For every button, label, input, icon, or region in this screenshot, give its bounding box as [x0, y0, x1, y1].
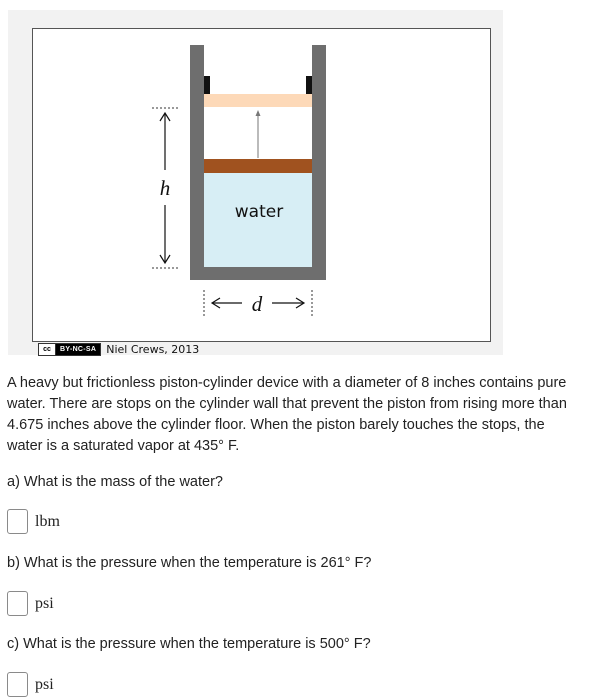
unit-label-b: psi — [35, 594, 54, 612]
piston-cylinder-diagram — [8, 10, 503, 355]
piston-upper-position — [204, 94, 312, 107]
question-b: b) What is the pressure when the temperature is 261° F? — [7, 555, 372, 571]
d-label: d — [251, 292, 263, 316]
piston — [204, 159, 312, 173]
image-credit: Niel Crews, 2013 — [106, 342, 200, 356]
right-stop — [306, 76, 312, 94]
question-a: a) What is the mass of the water? — [7, 474, 223, 490]
answer-row-a — [7, 509, 60, 534]
cc-license-badge — [38, 343, 101, 356]
question-c: c) What is the pressure when the temperature is 500° F? — [7, 636, 371, 652]
answer-row-b — [7, 591, 54, 616]
cc-license-text: BY-NC-SA — [56, 344, 100, 355]
answer-input-b[interactable] — [7, 591, 28, 616]
answer-row-c — [7, 672, 54, 697]
license-credit — [38, 342, 199, 356]
unit-label-a: lbm — [35, 512, 60, 530]
answer-input-c[interactable] — [7, 672, 28, 697]
cylinder-right-wall — [312, 45, 326, 280]
answer-input-a[interactable] — [7, 509, 28, 534]
water-label: water — [234, 202, 284, 222]
unit-label-c: psi — [35, 675, 54, 693]
left-stop — [204, 76, 210, 94]
cc-icon: cc — [39, 344, 56, 355]
figure-panel — [8, 10, 503, 355]
cylinder-left-wall — [190, 45, 204, 280]
h-label: h — [159, 176, 171, 200]
cylinder-floor — [190, 267, 326, 280]
problem-statement: A heavy but frictionless piston-cylinder device with a diameter of 8 inches contains pure water. There are stops on the cylinder wall that prevent the piston from rising more than 4.675 inches above the cylinder floor. When the piston barely touches the stops, the water is a saturated vapor at 435° F. — [7, 375, 567, 454]
piston-motion-arrowhead — [256, 110, 261, 116]
